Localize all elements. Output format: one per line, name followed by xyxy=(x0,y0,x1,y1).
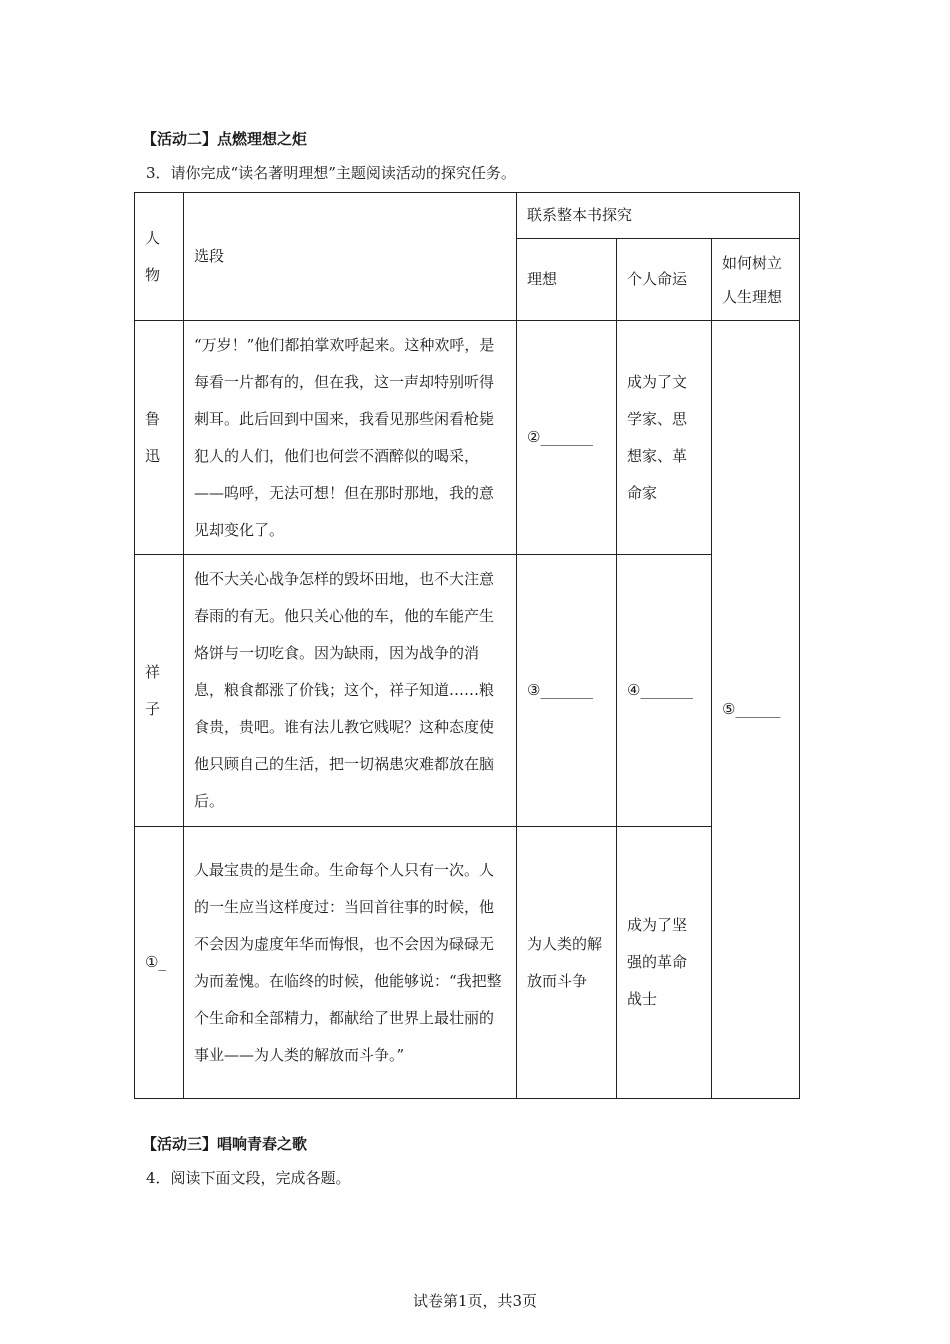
header-person: 人物 xyxy=(135,193,184,321)
question-3: 3．请你完成“读名著明理想”主题阅读活动的探究任务。 xyxy=(146,164,516,182)
exploration-table xyxy=(134,192,800,1099)
question-4: 4．阅读下面文段，完成各题。 xyxy=(146,1169,351,1187)
fate-luxun: 成为了文学家、思想家、革命家 xyxy=(617,321,712,555)
header-fate: 个人命运 xyxy=(617,239,712,321)
passage-third: 人最宝贵的是生命。生命每个人只有一次。人的一生应当这样度过：当回首往事的时候，他不会因为虚度年华而悔恨，也不会因为碌碌无为而羞愧。在临终的时候，他能够说：“我把整个生命和全部精力，都献给了世界上最壮丽的事业——为人类的解放而斗争。” xyxy=(184,827,517,1099)
row-name-xiangzi: 祥子 xyxy=(135,555,184,827)
passage-xiangzi: 他不大关心战争怎样的毁坏田地，也不大注意春雨的有无。他只关心他的车，他的车能产生烙饼与一切吃食。因为缺雨，因为战争的消息，粮食都涨了价钱；这个，祥子知道……粮食贵，贵吧。谁有法儿教它贱呢？这种态度使他只顾自己的生活，把一切祸患灾难都放在脑后。 xyxy=(184,555,517,827)
answer-ideal-3: ③_______ xyxy=(517,555,617,827)
header-how: 如何树立人生理想 xyxy=(712,239,800,321)
ideal-third: 为人类的解放而斗争 xyxy=(517,827,617,1099)
page-footer: 试卷第1页，共3页 xyxy=(412,1292,538,1310)
row-name-luxun: 鲁迅 xyxy=(135,321,184,555)
passage-luxun: “万岁！”他们都拍掌欢呼起来。这种欢呼，是每看一片都有的，但在我，这一声却特别听得刺耳。此后回到中国来，我看见那些闲看枪毙犯人的人们，他们也何尝不酒醉似的喝采，——呜呼，无法可想！但在那时那地，我的意见却变化了。 xyxy=(184,321,517,555)
header-ideal: 理想 xyxy=(517,239,617,321)
answer-how-5: ⑤______ xyxy=(712,321,800,1099)
activity2-heading: 【活动二】点燃理想之炬 xyxy=(142,130,308,148)
answer-fate-4: ④_______ xyxy=(617,555,712,827)
fate-third: 成为了坚强的革命战士 xyxy=(617,827,712,1099)
header-selection: 选段 xyxy=(184,193,517,321)
activity3-heading: 【活动三】唱响青春之歌 xyxy=(142,1135,308,1153)
answer-ideal-2: ②_______ xyxy=(517,321,617,555)
header-explore: 联系整本书探究 xyxy=(517,193,800,239)
answer-name-1: ①_ xyxy=(135,827,184,1099)
